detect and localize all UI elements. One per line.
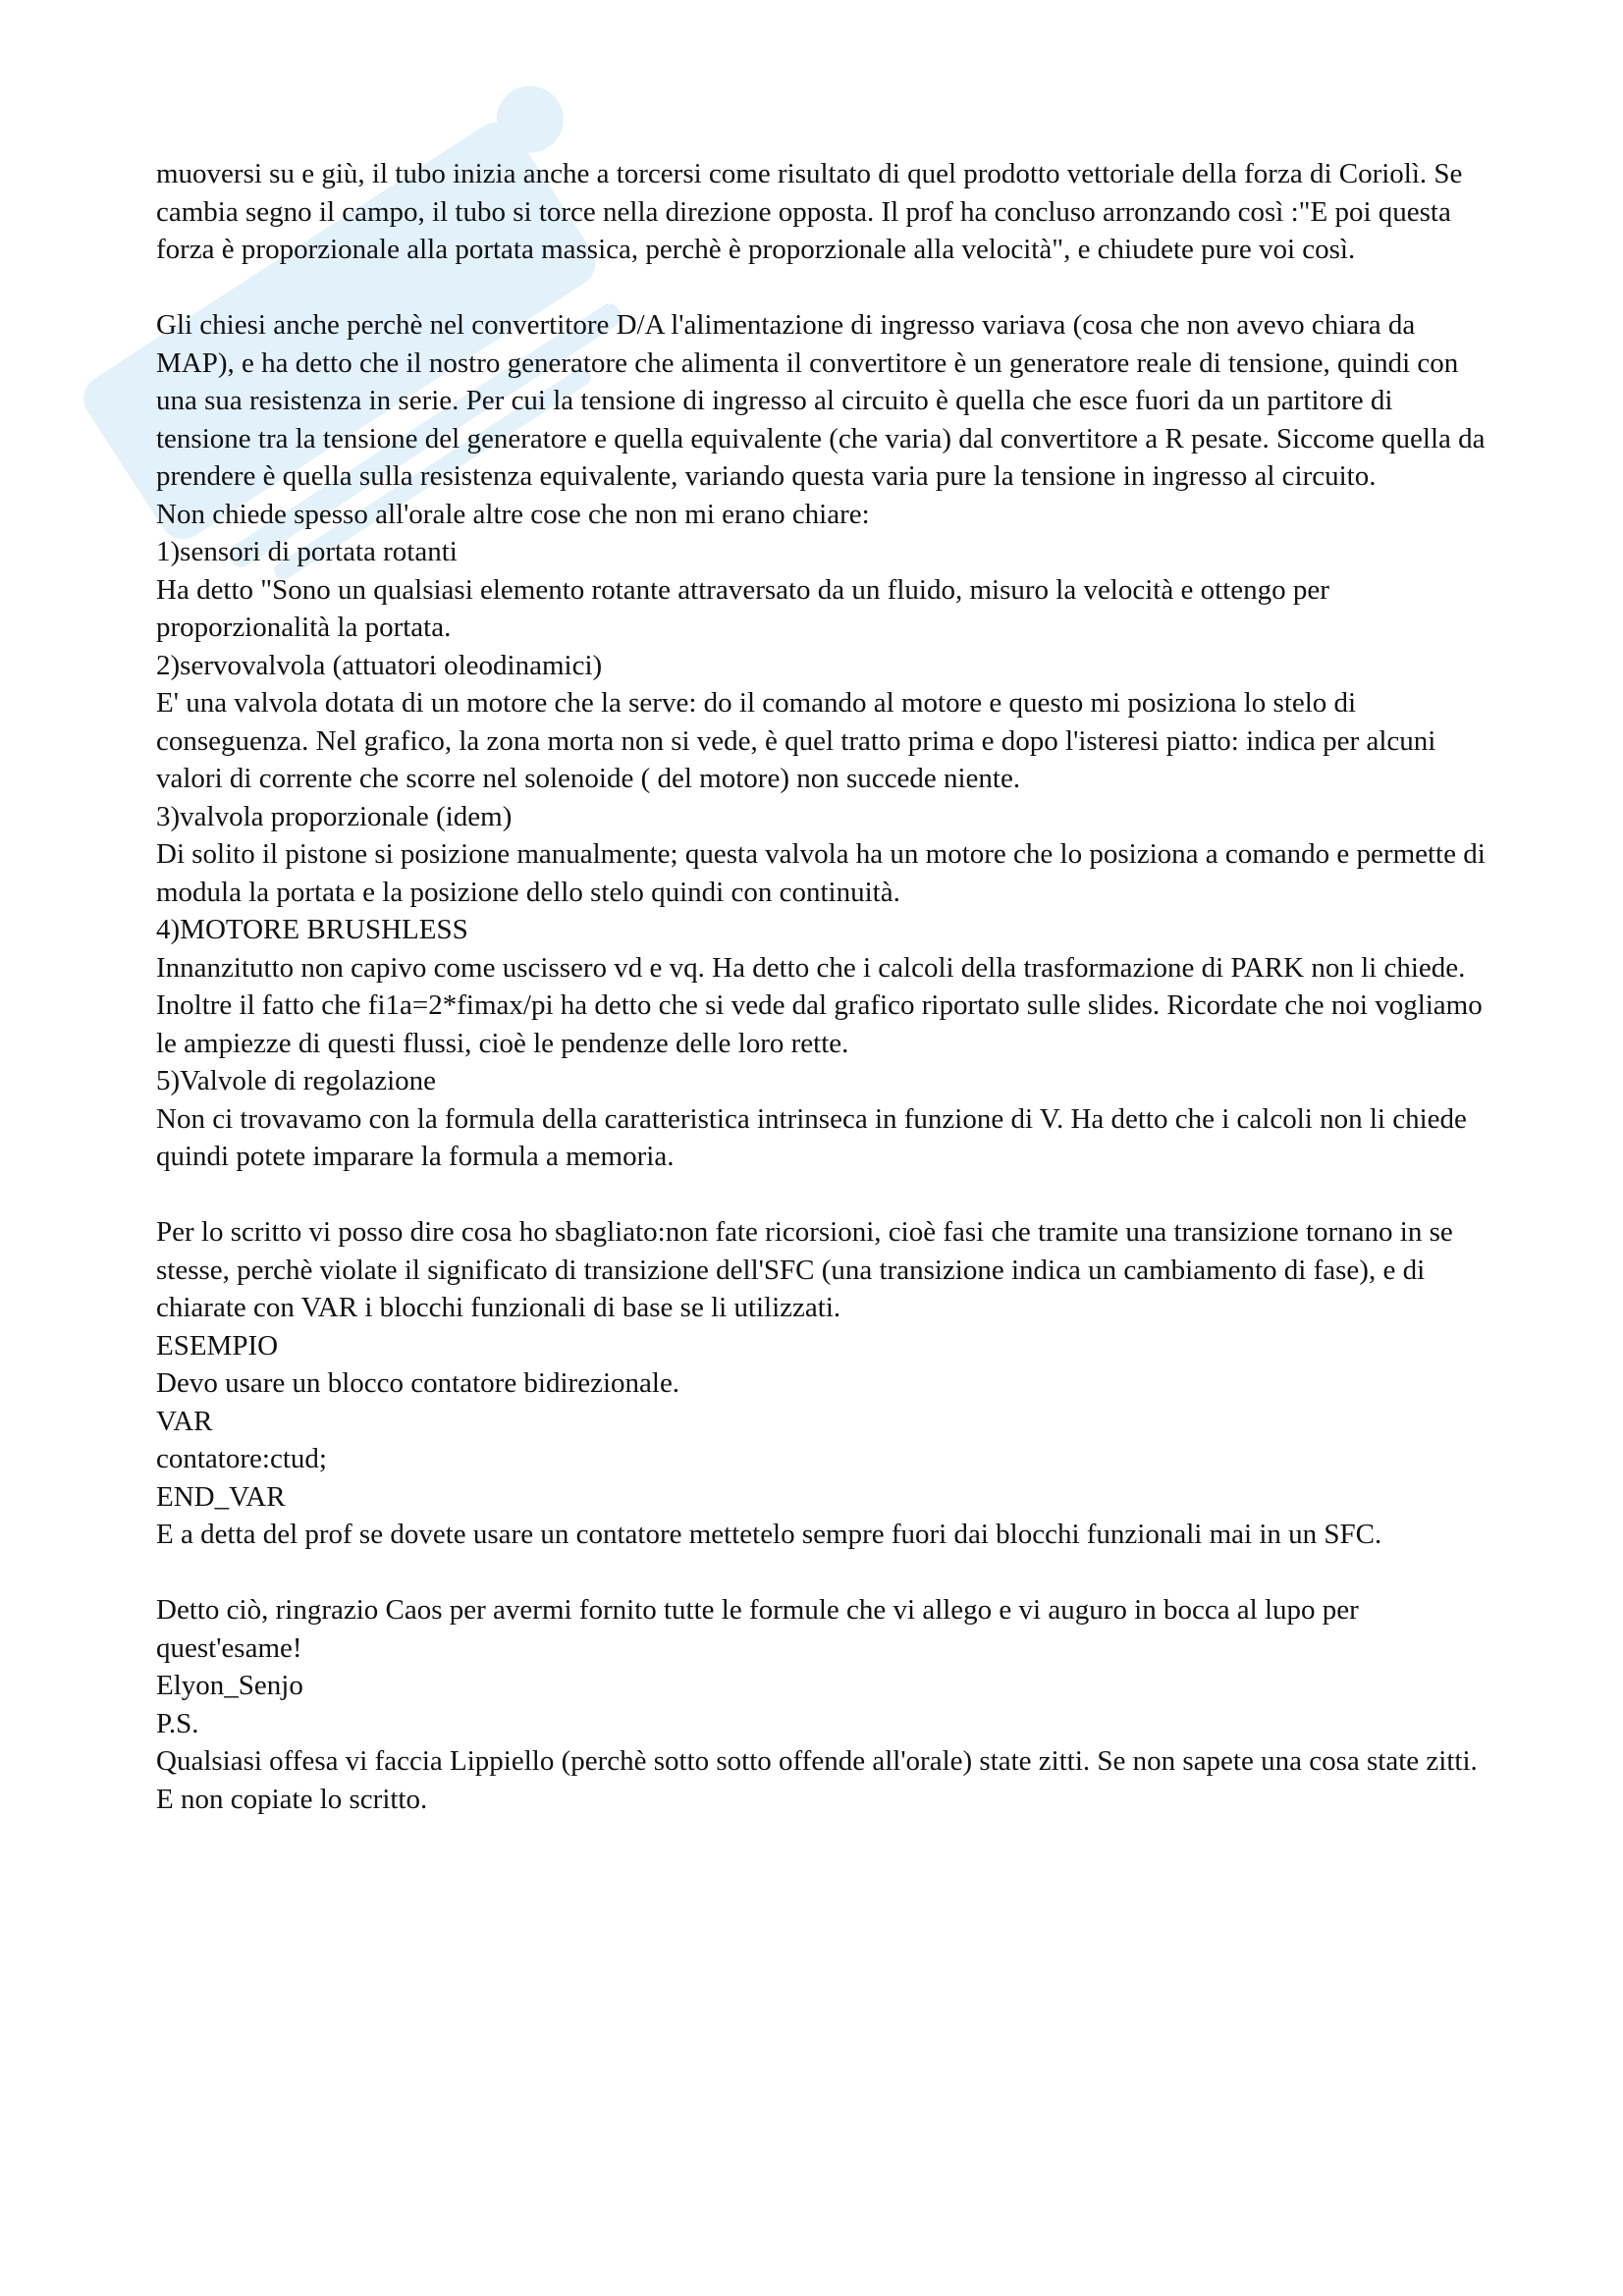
paragraph-4: E a detta del prof se dovete usare un contatore mettetelo sempre fuori dai blocchi funzionali mai in un SFC.	[156, 1519, 1382, 1550]
paragraph-2: Gli chiesi anche perchè nel convertitore D/A l'alimentazione di ingresso variava (cosa che non avevo chiara da MAP), e ha detto che il nostro generatore che alimenta il convertitore è un generatore reale di tensione, quindi con una sua resistenza in serie. Per cui la tensione di ingresso al circuito è quella che esce fuori da un partitore di tensione tra la tensione del generatore e quella equivalente (che varia) dal convertitore a R pesate. Siccome quella da prendere è quella sulla resistenza equivalente, variando questa varia pure la tensione in ingresso al circuito.	[156, 309, 1486, 492]
paragraph-gap	[156, 1554, 1491, 1592]
code-end: END_VAR	[156, 1480, 286, 1513]
code-decl: contatore:ctud;	[156, 1443, 327, 1474]
item-3-text: Di solito il pistone si posizione manualmente; questa valvola ha un motore che lo posiziona a comando e permette di modula la portata e la posizione dello stelo quindi con continuità.	[156, 838, 1486, 908]
ps-label: P.S.	[156, 1707, 199, 1739]
example-label: ESEMPIO	[156, 1329, 279, 1362]
item-3-title: 3)valvola proporzionale (idem)	[156, 800, 513, 832]
item-5-text: Non ci trovavamo con la formula della caratteristica intrinseca in funzione di V. Ha detto che i calcoli non li chiede quindi potete imparare la formula a memoria.	[156, 1102, 1467, 1172]
item-4-title: 4)MOTORE BRUSHLESS	[156, 914, 468, 945]
paragraph-gap	[156, 1176, 1491, 1214]
ps-text: Qualsiasi offesa vi faccia Lippiello (perchè sotto sotto offende all'orale) state zitti. Se non sapete una cosa state zitti.	[156, 1745, 1478, 1777]
example-line: Devo usare un blocco contatore bidirezionale.	[156, 1367, 680, 1399]
signature: Elyon_Senjo	[156, 1670, 303, 1701]
item-1-title: 1)sensori di portata rotanti	[156, 536, 458, 567]
final-line: E non copiate lo scritto.	[156, 1783, 428, 1815]
item-5-title: 5)Valvole di regolazione	[156, 1065, 437, 1096]
paragraph-1: muoversi su e giù, il tubo inizia anche a torcersi come risultato di quel prodotto vettoriale della forza di Coriolì. Se cambia segno il campo, il tubo si torce nella direzione opposta. Il prof ha concluso arronzando così :"E poi questa forza è proporzionale alla portata massica, perchè è proporzionale alla velocità", e chiudete pure voi così.	[156, 158, 1463, 265]
item-4-text-b: Inoltre il fatto che fi1a=2*fimax/pi ha detto che si vede dal grafico riportato sulle slides. Ricordate che noi vogliamo le ampiezze di questi flussi, cioè le pendenze delle loro rette.	[156, 989, 1483, 1059]
item-1-text: Ha detto "Sono un qualsiasi elemento rotante attraversato da un fluido, misuro la velocità e ottengo per proporzionalità la portata.	[156, 573, 1329, 643]
document-body	[156, 155, 1491, 1818]
paragraph-gap	[156, 269, 1491, 307]
item-4-text-a: Innanzitutto non capivo come uscissero vd e vq. Ha detto che i calcoli della trasformazione di PARK non li chiede.	[156, 951, 1466, 984]
paragraph-5: Detto ciò, ringrazio Caos per avermi fornito tutte le formule che vi allego e vi auguro in bocca al lupo per quest'esame!	[156, 1594, 1359, 1664]
item-2-title: 2)servovalvola (attuatori oleodinamici)	[156, 649, 603, 681]
item-2-text: E' una valvola dotata di un motore che la serve: do il comando al motore e questo mi posiziona lo stelo di conseguenza. Nel grafico, la zona morta non si vede, è quel tratto prima e dopo l'isteresi piatto: indica per alcuni valori di corrente che scorre nel solenoide ( del motore) non succede niente.	[156, 687, 1436, 794]
paragraph-3: Per lo scritto vi posso dire cosa ho sbagliato:non fate ricorsioni, cioè fasi che tramite una transizione tornano in se stesse, perchè violate il significato di transizione dell'SFC (una transizione indica un cambiamento di fase), e di chiarate con VAR i blocchi funzionali di base se li utilizzati.	[156, 1216, 1453, 1323]
intro-line: Non chiede spesso all'orale altre cose che non mi erano chiare:	[156, 498, 870, 530]
code-var: VAR	[156, 1405, 213, 1437]
